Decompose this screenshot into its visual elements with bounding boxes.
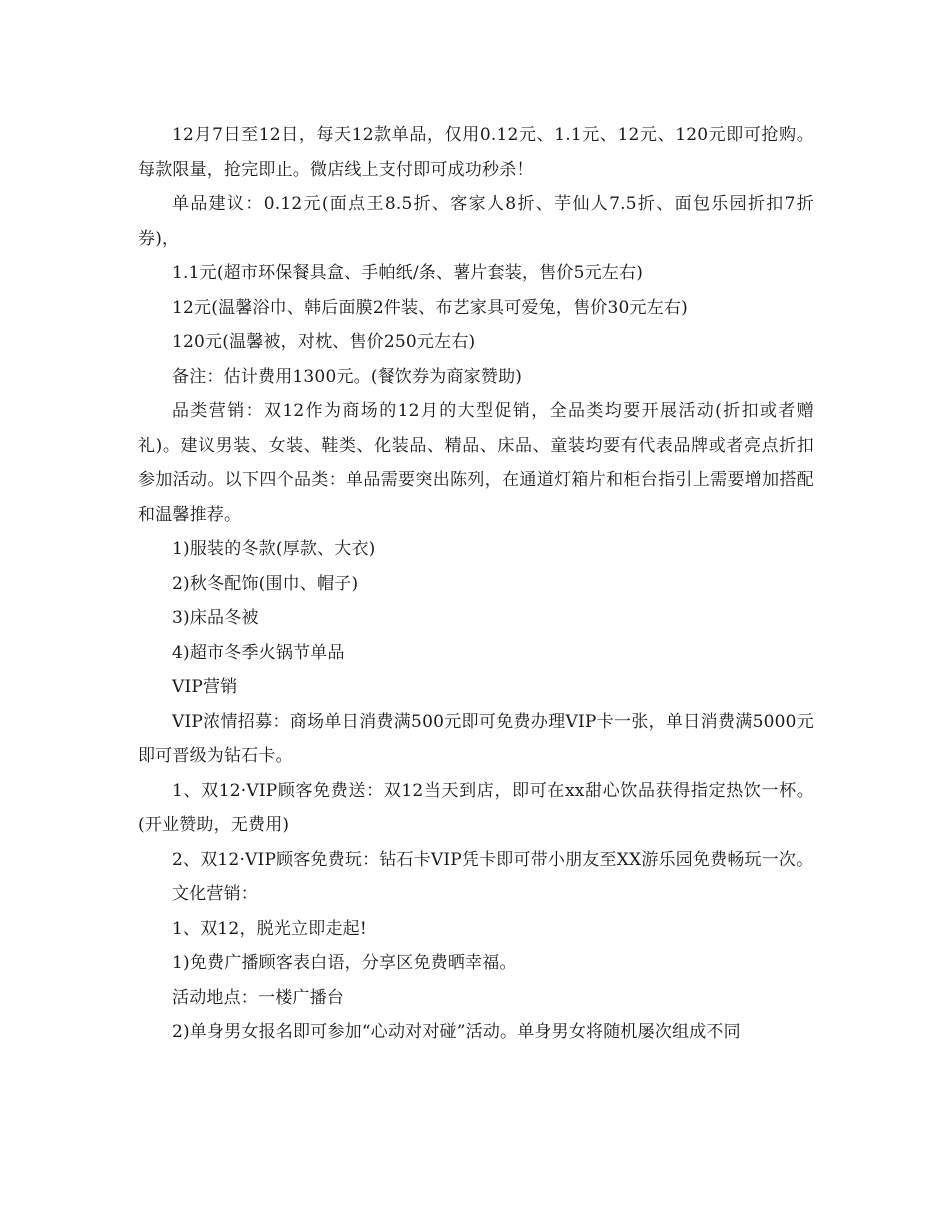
paragraph-vip-recruit: VIP浓情招募：商场单日消费满500元即可免费办理VIP卡一张，单日消费满5000元即可晋级为钻石卡。 bbox=[138, 711, 814, 766]
list-item-winter-clothing: 1)服装的冬款(厚款、大衣) bbox=[172, 539, 376, 559]
paragraph-vip-free-drink: 1、双12·VIP顾客免费送：双12当天到店，即可在xx甜心饮品获得指定热饮一杯。(开业赞助，无费用) bbox=[138, 780, 814, 835]
paragraph-flash-sale: 12月7日至12日，每天12款单品，仅用0.12元、1.1元、12元、120元即可抢购。每款限量，抢完即止。微店线上支付即可成功秒杀！ bbox=[138, 125, 814, 180]
paragraph-price-120: 120元(温馨被，对枕、售价250元左右) bbox=[172, 332, 476, 352]
paragraph-item-suggestion: 单品建议：0.12元(面点王8.5折、客家人8折、芋仙人7.5折、面包乐园折扣7折券)， bbox=[138, 194, 814, 249]
list-item-hotpot: 4)超市冬季火锅节单品 bbox=[172, 642, 345, 663]
paragraph-singles-event: 2)单身男女报名即可参加“心动对对碰”活动。单身男女将随机屡次组成不同 bbox=[172, 1022, 741, 1042]
paragraph-culture-item-1: 1、双12，脱光立即走起! bbox=[172, 918, 367, 939]
paragraph-broadcast: 1)免费广播顾客表白语，分享区免费晒幸福。 bbox=[172, 953, 517, 973]
paragraph-note-cost: 备注：估计费用1300元。(餐饮券为商家赞助) bbox=[172, 366, 523, 387]
paragraph-vip-free-play: 2、双12·VIP顾客免费玩：钻石卡VIP凭卡即可带小朋友至XX游乐园免费畅玩一次。 bbox=[172, 849, 814, 870]
section-heading-culture: 文化营销： bbox=[172, 884, 258, 904]
paragraph-location: 活动地点：一楼广播台 bbox=[172, 987, 344, 1008]
paragraph-category-marketing: 品类营销：双12作为商场的12月的大型促销，全品类均要开展活动(折扣或者赠礼)。建议男装、女装、鞋类、化装品、精品、床品、童装均要有代表品牌或者亮点折扣参加活动。以下四个品类：单品需要突出陈列，在通道灯箱片和柜台指引上需要增加搭配和温馨推荐。 bbox=[138, 401, 814, 525]
section-heading-vip: VIP营销 bbox=[172, 677, 238, 697]
paragraph-price-1-1: 1.1元(超市环保餐具盒、手帕纸/条、薯片套装，售价5元左右) bbox=[172, 263, 644, 283]
paragraph-price-12: 12元(温馨浴巾、韩后面膜2件装、布艺家具可爱兔，售价30元左右) bbox=[172, 297, 688, 318]
document-body bbox=[138, 118, 814, 1050]
list-item-bedding: 3)床品冬被 bbox=[172, 608, 259, 628]
list-item-accessories: 2)秋冬配饰(围巾、帽子) bbox=[172, 573, 359, 594]
